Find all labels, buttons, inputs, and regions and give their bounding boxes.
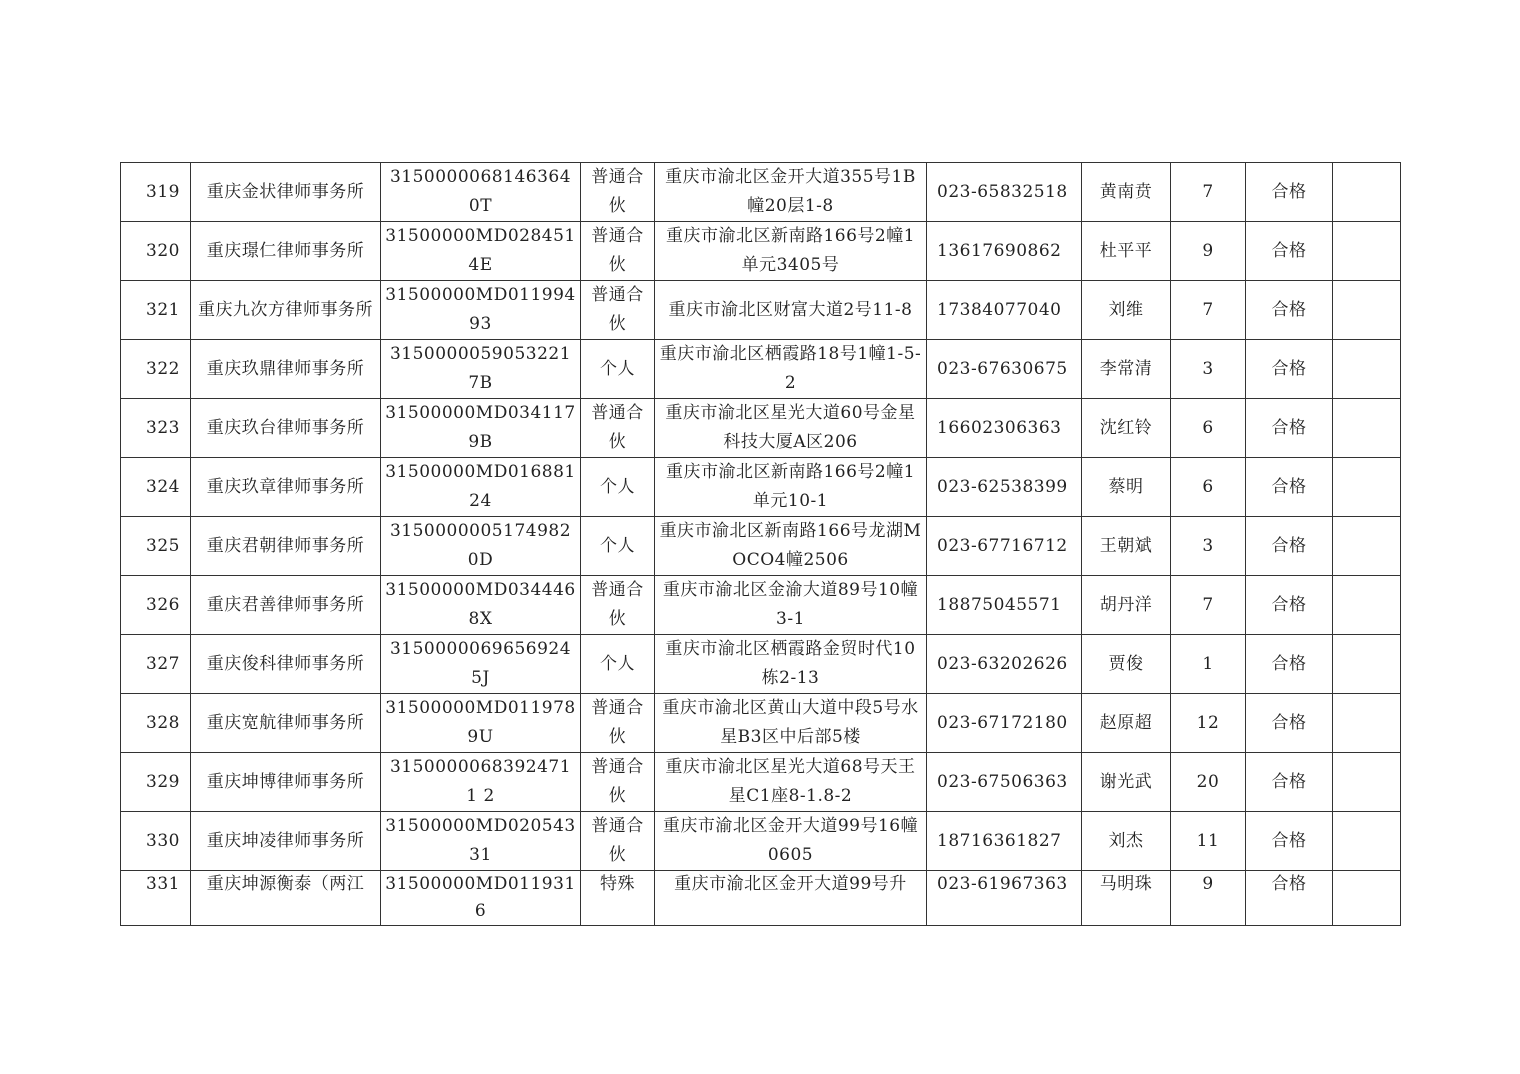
assessment-result: 合格 (1271, 874, 1307, 894)
phone-number-cell (927, 576, 1082, 635)
credit-code-cell (381, 694, 581, 753)
row-number: 329 (146, 771, 180, 792)
assessment-result-cell (1246, 399, 1333, 458)
lawyer-count-cell (1171, 576, 1246, 635)
firm-name: 重庆玖章律师事务所 (206, 476, 365, 497)
lawyer-count: 9 (1202, 874, 1214, 894)
lawyer-count: 20 (1196, 771, 1220, 792)
address-cell (655, 753, 927, 812)
assessment-result-cell (1246, 163, 1333, 222)
phone-number: 023-63202626 (937, 653, 1068, 674)
lawyer-count-cell (1171, 635, 1246, 694)
assessment-result: 合格 (1271, 358, 1307, 379)
table-row (121, 163, 1401, 222)
row-number-cell (121, 753, 191, 812)
assessment-result: 合格 (1271, 830, 1307, 851)
credit-code-cell (381, 458, 581, 517)
firm-name: 重庆玖鼎律师事务所 (206, 358, 365, 379)
organization-type: 个人 (600, 358, 635, 379)
row-number: 326 (146, 594, 180, 615)
firm-name-cell (191, 576, 381, 635)
remark-cell (1333, 694, 1401, 753)
phone-number-cell (927, 635, 1082, 694)
row-number: 323 (146, 417, 180, 438)
lawyer-count-cell (1171, 163, 1246, 222)
address: 重庆市渝北区财富大道2号11-8 (668, 299, 913, 320)
assessment-result-cell (1246, 340, 1333, 399)
organization-type: 普通合伙 (591, 285, 644, 334)
lawyer-count-cell (1171, 458, 1246, 517)
responsible-person-cell (1082, 458, 1171, 517)
address: 重庆市渝北区新南路166号龙湖MOCO4幢2506 (659, 521, 922, 570)
responsible-person: 蔡明 (1108, 476, 1144, 497)
organization-type-cell (581, 635, 655, 694)
responsible-person-cell (1082, 576, 1171, 635)
credit-code: 31500000696569245J (389, 639, 572, 688)
firm-name: 重庆璟仁律师事务所 (206, 240, 365, 261)
lawyer-count-cell (1171, 340, 1246, 399)
credit-code: 31500000051749820D (389, 521, 572, 570)
assessment-result-cell (1246, 753, 1333, 812)
row-number-cell (121, 399, 191, 458)
address-cell (655, 458, 927, 517)
remark-cell (1333, 635, 1401, 694)
address-cell (655, 222, 927, 281)
remark-cell (1333, 163, 1401, 222)
address: 重庆市渝北区星光大道60号金星科技大厦A区206 (665, 403, 916, 452)
row-number: 327 (146, 653, 180, 674)
phone-number: 023-67172180 (937, 712, 1068, 733)
table-row (121, 753, 1401, 812)
row-number-cell (121, 871, 191, 926)
address-cell (655, 576, 927, 635)
responsible-person-cell (1082, 694, 1171, 753)
lawyer-count-cell (1171, 871, 1246, 926)
row-number-cell (121, 163, 191, 222)
lawyer-count-cell (1171, 222, 1246, 281)
table-row (121, 694, 1401, 753)
credit-code: 31500000683924711 2 (389, 757, 572, 806)
lawyer-count: 12 (1196, 712, 1220, 733)
organization-type-cell (581, 222, 655, 281)
organization-type: 普通合伙 (591, 226, 644, 275)
organization-type: 个人 (600, 535, 635, 556)
organization-type: 普通合伙 (591, 816, 644, 865)
row-number-cell (121, 222, 191, 281)
credit-code-cell (381, 517, 581, 576)
phone-number-cell (927, 222, 1082, 281)
phone-number: 17384077040 (937, 299, 1062, 320)
address-cell (655, 871, 927, 926)
lawyer-count: 3 (1202, 535, 1214, 556)
credit-code-cell (381, 281, 581, 340)
lawyer-count: 6 (1202, 417, 1214, 438)
table-body (121, 163, 1401, 926)
assessment-result-cell (1246, 694, 1333, 753)
phone-number-cell (927, 340, 1082, 399)
firm-name: 重庆坤凌律师事务所 (206, 830, 365, 851)
table-row (121, 222, 1401, 281)
responsible-person: 黄南贲 (1099, 181, 1153, 202)
credit-code-cell (381, 576, 581, 635)
responsible-person-cell (1082, 812, 1171, 871)
row-number-cell (121, 576, 191, 635)
phone-number-cell (927, 517, 1082, 576)
row-number: 322 (146, 358, 180, 379)
row-number: 320 (146, 240, 180, 261)
assessment-result-cell (1246, 517, 1333, 576)
row-number: 330 (146, 830, 180, 851)
responsible-person-cell (1082, 753, 1171, 812)
firm-name: 重庆金状律师事务所 (206, 181, 365, 202)
organization-type: 普通合伙 (591, 403, 644, 452)
assessment-result: 合格 (1271, 712, 1307, 733)
organization-type: 普通合伙 (591, 167, 644, 216)
firm-name-cell (191, 399, 381, 458)
table-row (121, 340, 1401, 399)
phone-number-cell (927, 399, 1082, 458)
address: 重庆市渝北区金渝大道89号10幢3-1 (662, 580, 919, 629)
assessment-result-cell (1246, 458, 1333, 517)
remark-cell (1333, 399, 1401, 458)
organization-type: 个人 (600, 653, 635, 674)
firm-name: 重庆坤源衡泰（两江 (206, 874, 365, 894)
responsible-person-cell (1082, 871, 1171, 926)
row-number: 328 (146, 712, 180, 733)
remark-cell (1333, 458, 1401, 517)
address-cell (655, 163, 927, 222)
phone-number-cell (927, 281, 1082, 340)
responsible-person: 胡丹洋 (1099, 594, 1153, 615)
organization-type: 普通合伙 (591, 698, 644, 747)
credit-code: 31500000MD0119789U (385, 698, 576, 747)
firm-name: 重庆俊科律师事务所 (206, 653, 365, 674)
responsible-person: 谢光武 (1099, 771, 1153, 792)
responsible-person-cell (1082, 517, 1171, 576)
row-number-cell (121, 281, 191, 340)
lawyer-count: 3 (1202, 358, 1214, 379)
assessment-result: 合格 (1271, 417, 1307, 438)
table-row (121, 812, 1401, 871)
table-row (121, 871, 1401, 926)
organization-type: 个人 (600, 476, 635, 497)
remark-cell (1333, 222, 1401, 281)
firm-name-cell (191, 458, 381, 517)
row-number: 319 (146, 181, 180, 202)
remark-cell (1333, 871, 1401, 926)
table-row (121, 635, 1401, 694)
organization-type-cell (581, 399, 655, 458)
lawyer-count: 11 (1196, 830, 1220, 851)
organization-type-cell (581, 871, 655, 926)
firm-name: 重庆九次方律师事务所 (198, 299, 373, 320)
row-number: 331 (146, 874, 180, 894)
phone-number-cell (927, 753, 1082, 812)
responsible-person: 赵原超 (1099, 712, 1153, 733)
organization-type-cell (581, 576, 655, 635)
lawyer-count-cell (1171, 812, 1246, 871)
phone-number: 023-67716712 (937, 535, 1068, 556)
law-firm-table (120, 162, 1401, 926)
phone-number: 16602306363 (937, 417, 1062, 438)
credit-code-cell (381, 635, 581, 694)
address-cell (655, 340, 927, 399)
address: 重庆市渝北区栖霞路18号1幢1-5-2 (659, 344, 922, 393)
credit-code: 31500000MD0344468X (385, 580, 576, 629)
table-row (121, 458, 1401, 517)
assessment-result: 合格 (1271, 181, 1307, 202)
credit-code-cell (381, 222, 581, 281)
responsible-person-cell (1082, 222, 1171, 281)
responsible-person: 王朝斌 (1099, 535, 1153, 556)
credit-code-cell (381, 812, 581, 871)
remark-cell (1333, 340, 1401, 399)
table-row (121, 281, 1401, 340)
responsible-person: 刘维 (1108, 299, 1144, 320)
responsible-person-cell (1082, 340, 1171, 399)
organization-type-cell (581, 517, 655, 576)
assessment-result-cell (1246, 576, 1333, 635)
table-row (121, 517, 1401, 576)
firm-name-cell (191, 753, 381, 812)
address: 重庆市渝北区新南路166号2幢1单元3405号 (665, 226, 916, 275)
assessment-result: 合格 (1271, 771, 1307, 792)
firm-name: 重庆玖台律师事务所 (206, 417, 365, 438)
phone-number-cell (927, 163, 1082, 222)
law-firm-table-sheet (120, 162, 1400, 926)
credit-code-cell (381, 399, 581, 458)
firm-name-cell (191, 812, 381, 871)
address-cell (655, 281, 927, 340)
lawyer-count: 7 (1202, 594, 1214, 615)
row-number: 321 (146, 299, 180, 320)
phone-number: 023-67506363 (937, 771, 1068, 792)
credit-code: 31500000MD02054331 (385, 816, 576, 865)
address: 重庆市渝北区金开大道99号16幢0605 (662, 816, 919, 865)
credit-code-cell (381, 753, 581, 812)
firm-name: 重庆君朝律师事务所 (206, 535, 365, 556)
assessment-result: 合格 (1271, 240, 1307, 261)
firm-name: 重庆君善律师事务所 (206, 594, 365, 615)
lawyer-count: 6 (1202, 476, 1214, 497)
firm-name: 重庆宽航律师事务所 (206, 712, 365, 733)
firm-name-cell (191, 517, 381, 576)
lawyer-count-cell (1171, 399, 1246, 458)
firm-name-cell (191, 340, 381, 399)
row-number-cell (121, 517, 191, 576)
table-row (121, 399, 1401, 458)
lawyer-count-cell (1171, 694, 1246, 753)
organization-type: 普通合伙 (591, 757, 644, 806)
assessment-result-cell (1246, 222, 1333, 281)
phone-number: 023-62538399 (937, 476, 1068, 497)
remark-cell (1333, 812, 1401, 871)
credit-code: 31500000MD0341179B (385, 403, 576, 452)
lawyer-count: 9 (1202, 240, 1214, 261)
phone-number: 18875045571 (937, 594, 1062, 615)
phone-number-cell (927, 812, 1082, 871)
assessment-result-cell (1246, 635, 1333, 694)
phone-number: 18716361827 (937, 830, 1062, 851)
phone-number: 023-65832518 (937, 181, 1068, 202)
organization-type-cell (581, 812, 655, 871)
phone-number: 13617690862 (937, 240, 1062, 261)
organization-type-cell (581, 753, 655, 812)
organization-type: 特殊 (600, 874, 635, 894)
lawyer-count: 7 (1202, 181, 1214, 202)
organization-type: 普通合伙 (591, 580, 644, 629)
phone-number: 023-67630675 (937, 358, 1068, 379)
responsible-person: 马明珠 (1099, 874, 1153, 894)
row-number-cell (121, 458, 191, 517)
firm-name-cell (191, 635, 381, 694)
credit-code: 3150000059053221 7B (389, 344, 572, 393)
phone-number-cell (927, 694, 1082, 753)
assessment-result-cell (1246, 871, 1333, 926)
responsible-person: 李常清 (1099, 358, 1153, 379)
organization-type-cell (581, 458, 655, 517)
address-cell (655, 812, 927, 871)
firm-name-cell (191, 222, 381, 281)
credit-code-cell (381, 163, 581, 222)
firm-name-cell (191, 281, 381, 340)
table-row (121, 576, 1401, 635)
address: 重庆市渝北区金开大道355号1B幢20层1-8 (665, 167, 916, 216)
row-number-cell (121, 812, 191, 871)
responsible-person-cell (1082, 635, 1171, 694)
phone-number-cell (927, 458, 1082, 517)
lawyer-count: 7 (1202, 299, 1214, 320)
address: 重庆市渝北区金开大道99号升 (674, 874, 907, 894)
responsible-person-cell (1082, 281, 1171, 340)
firm-name: 重庆坤博律师事务所 (206, 771, 365, 792)
responsible-person: 贾俊 (1108, 653, 1144, 674)
address-cell (655, 694, 927, 753)
lawyer-count-cell (1171, 281, 1246, 340)
credit-code: 31500000MD01199493 (385, 285, 576, 334)
credit-code: 31500000MD0119316 (385, 874, 576, 921)
responsible-person-cell (1082, 399, 1171, 458)
remark-cell (1333, 576, 1401, 635)
firm-name-cell (191, 871, 381, 926)
address-cell (655, 635, 927, 694)
row-number: 324 (146, 476, 180, 497)
assessment-result: 合格 (1271, 476, 1307, 497)
responsible-person: 沈红铃 (1099, 417, 1153, 438)
assessment-result: 合格 (1271, 535, 1307, 556)
row-number-cell (121, 340, 191, 399)
responsible-person: 杜平平 (1099, 240, 1153, 261)
row-number-cell (121, 635, 191, 694)
remark-cell (1333, 753, 1401, 812)
phone-number-cell (927, 871, 1082, 926)
assessment-result: 合格 (1271, 594, 1307, 615)
address: 重庆市渝北区黄山大道中段5号水星B3区中后部5楼 (662, 698, 919, 747)
assessment-result-cell (1246, 812, 1333, 871)
row-number: 325 (146, 535, 180, 556)
organization-type-cell (581, 694, 655, 753)
organization-type-cell (581, 163, 655, 222)
address: 重庆市渝北区星光大道68号天王星C1座8-1.8-2 (665, 757, 916, 806)
address-cell (655, 517, 927, 576)
firm-name-cell (191, 163, 381, 222)
remark-cell (1333, 281, 1401, 340)
firm-name-cell (191, 694, 381, 753)
responsible-person-cell (1082, 163, 1171, 222)
assessment-result-cell (1246, 281, 1333, 340)
address-cell (655, 399, 927, 458)
phone-number: 023-61967363 (937, 874, 1068, 894)
credit-code-cell (381, 871, 581, 926)
address: 重庆市渝北区新南路166号2幢1单元10-1 (665, 462, 916, 511)
lawyer-count: 1 (1202, 653, 1214, 674)
assessment-result: 合格 (1271, 653, 1307, 674)
row-number-cell (121, 694, 191, 753)
assessment-result: 合格 (1271, 299, 1307, 320)
organization-type-cell (581, 340, 655, 399)
credit-code: 31500000MD0284514E (385, 226, 576, 275)
credit-code: 31500000MD01688124 (385, 462, 576, 511)
credit-code-cell (381, 340, 581, 399)
remark-cell (1333, 517, 1401, 576)
credit-code: 31500000681463640T (389, 167, 572, 216)
organization-type-cell (581, 281, 655, 340)
lawyer-count-cell (1171, 753, 1246, 812)
responsible-person: 刘杰 (1108, 830, 1144, 851)
address: 重庆市渝北区栖霞路金贸时代10栋2-13 (665, 639, 916, 688)
lawyer-count-cell (1171, 517, 1246, 576)
